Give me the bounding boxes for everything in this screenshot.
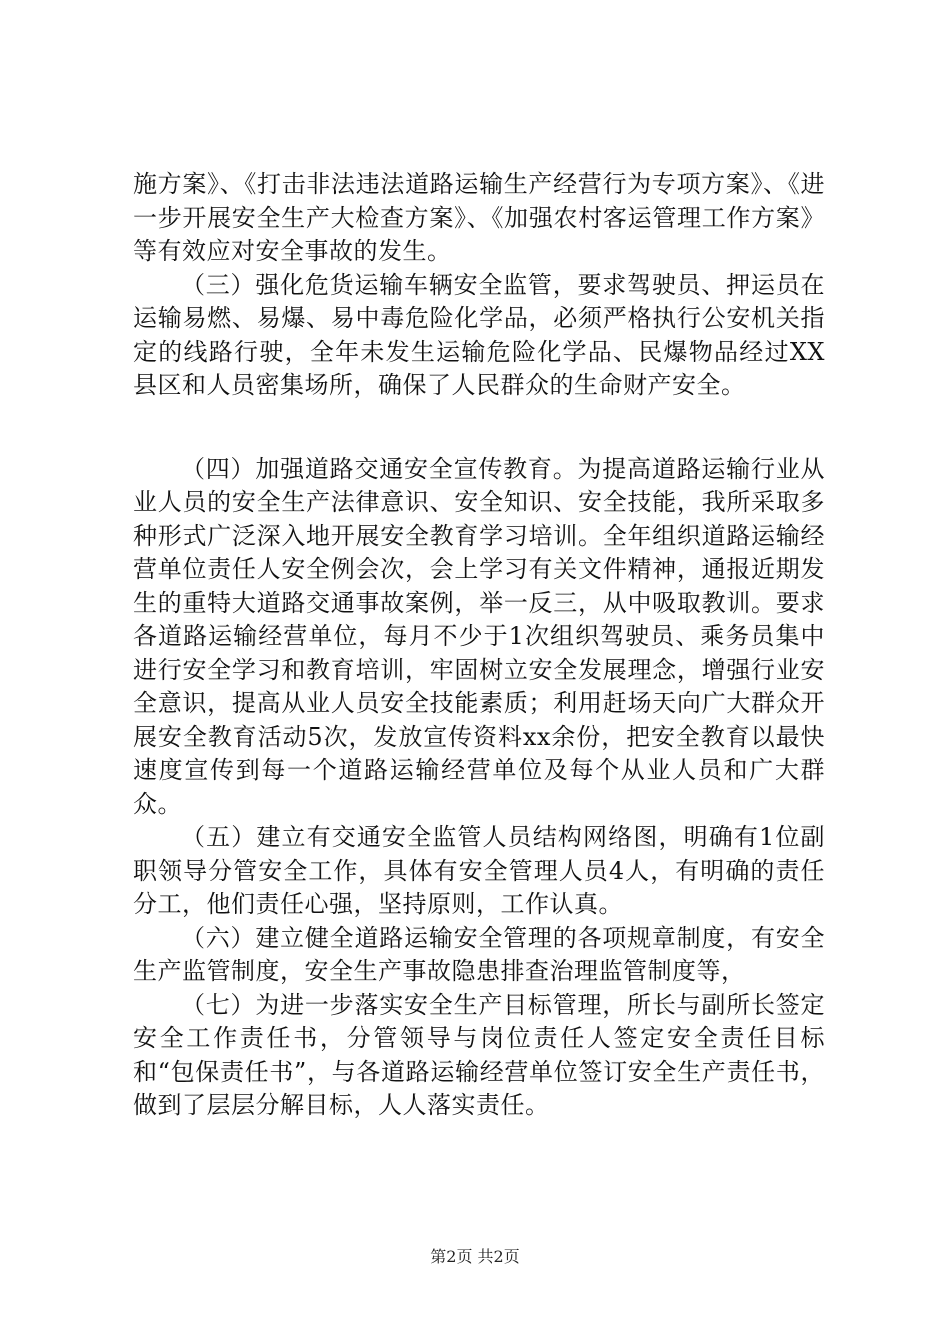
paragraph-gap (133, 403, 825, 453)
paragraph-section-3: （三）强化危货运输车辆安全监管，要求驾驶员、押运员在运输易燃、易爆、易中毒危险化学品，必须严格执行公安机关指定的线路行驶，全年未发生运输危险化学品、民爆物品经过XX县区和人员密集场所，确保了人民群众的生命财产安全。 (133, 270, 825, 399)
page-footer: 第2页 共2页 (430, 1247, 520, 1266)
document-body (133, 168, 825, 1123)
paragraph-continuation: 施方案》、《打击非法违法道路运输生产经营行为专项方案》、《进一步开展安全生产大检查方案》、《加强农村客运管理工作方案》等有效应对安全事故的发生。 (133, 170, 825, 265)
paragraph-section-4: （四）加强道路交通安全宣传教育。为提高道路运输行业从业人员的安全生产法律意识、安全知识、安全技能，我所采取多种形式广泛深入地开展安全教育学习培训。全年组织道路运输经营单位责任人安全例会次，会上学习有关文件精神，通报近期发生的重特大道路交通事故案例，举一反三，从中吸取教训。要求各道路运输经营单位，每月不少于1次组织驾驶员、乘务员集中进行安全学习和教育培训，牢固树立安全发展理念，增强行业安全意识，提高从业人员安全技能素质；利用赶场天向广大群众开展安全教育活动5次，发放宣传资料xx余份，把安全教育以最快速度宣传到每一个道路运输经营单位及每个从业人员和广大群众。 (133, 454, 825, 818)
paragraph-section-6: （六）建立健全道路运输安全管理的各项规章制度，有安全生产监管制度，安全生产事故隐患排查治理监管制度等， (133, 923, 825, 985)
paragraph-section-5: （五）建立有交通安全监管人员结构网络图，明确有1位副职领导分管安全工作，具体有安全管理人员4人，有明确的责任分工，他们责任心强，坚持原则，工作认真。 (133, 823, 825, 918)
paragraph-section-7: （七）为进一步落实安全生产目标管理，所长与副所长签定安全工作责任书，分管领导与岗位责任人签定安全责任目标和“包保责任书”，与各道路运输经营单位签订安全生产责任书，做到了层层分解目标，人人落实责任。 (133, 990, 825, 1119)
